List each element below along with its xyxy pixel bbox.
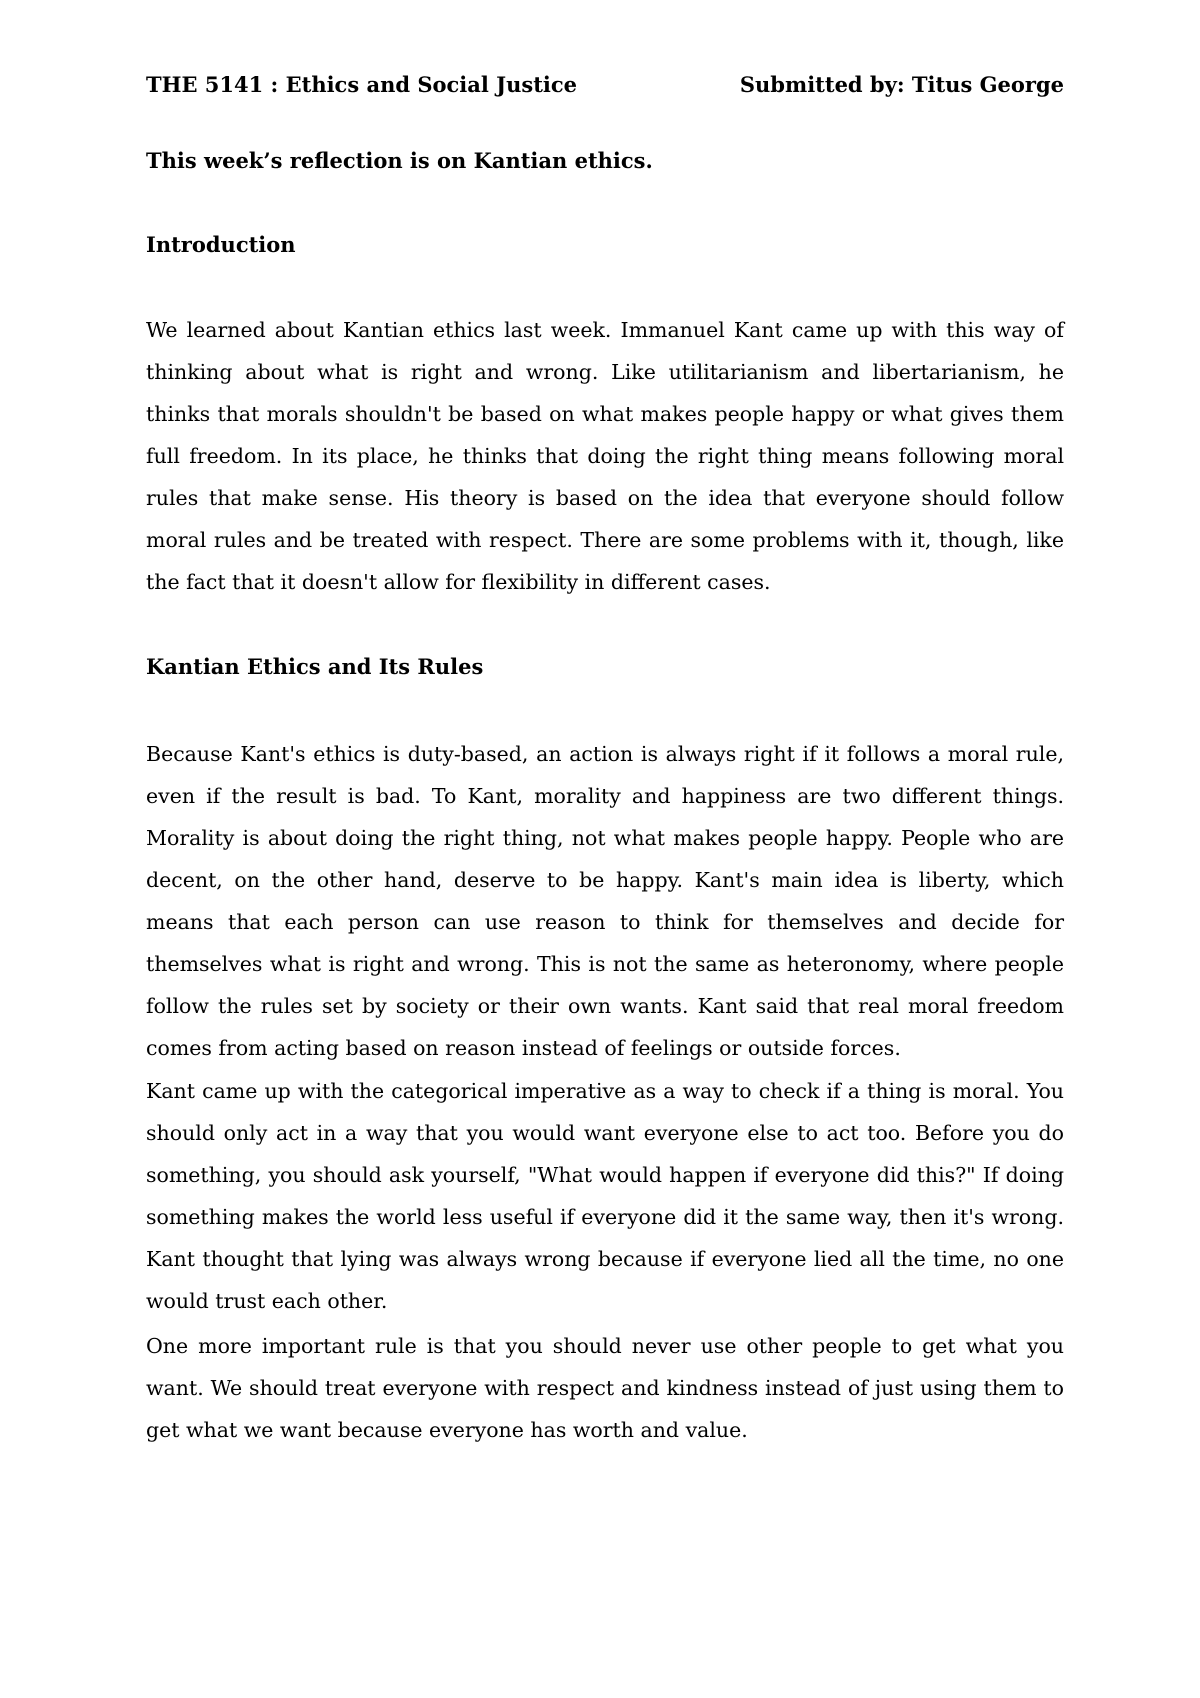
document-header [146,70,1064,100]
paragraph-introduction: We learned about Kantian ethics last week. Immanuel Kant came up with this way of thinking about what is right and wrong. Like utilitarianism and libertarianism, he thinks that morals shouldn't be based on what makes people happy or what gives them full freedom. In its place, he thinks that doing the right thing means following moral rules that make sense. His theory is based on the idea that everyone should follow moral rules and be treated with respect. There are some problems with it, though, like the fact that it doesn't allow for flexibility in different cases. [146,318,1064,594]
paragraph-duty-based: Because Kant's ethics is duty-based, an action is always right if it follows a moral rule, even if the result is bad. To Kant, morality and happiness are two different things. Morality is about doing the right thing, not what makes people happy. People who are decent, on the other hand, deserve to be happy. Kant's main idea is liberty, which means that each person can use reason to think for themselves and decide for themselves what is right and wrong. This is not the same as heteronomy, where people follow the rules set by society or their own wants. Kant said that real moral freedom comes from acting based on reason instead of feelings or outside forces. [146,742,1064,1060]
section-heading-kantian-rules: Kantian Ethics and Its Rules [146,654,484,679]
paragraph-categorical-imperative: Kant came up with the categorical imperative as a way to check if a thing is moral. You should only act in a way that you would want everyone else to act too. Before you do something, you should ask yourself, "What would happen if everyone did this?" If doing something makes the world less useful if everyone did it the same way, then it's wrong. Kant thought that lying was always wrong because if everyone lied all the time, no one would trust each other. [146,1079,1064,1313]
course-title: THE 5141 : Ethics and Social Justice [146,72,578,97]
section-heading-introduction: Introduction [146,232,296,257]
reflection-title: This week’s reflection is on Kantian ethics. [146,148,653,173]
paragraph-respect-rule: One more important rule is that you should never use other people to get what you want. We should treat everyone with respect and kindness instead of just using them to get what we want because everyone has worth and value. [146,1334,1064,1442]
submitted-by: Submitted by: Titus George [739,72,1064,97]
